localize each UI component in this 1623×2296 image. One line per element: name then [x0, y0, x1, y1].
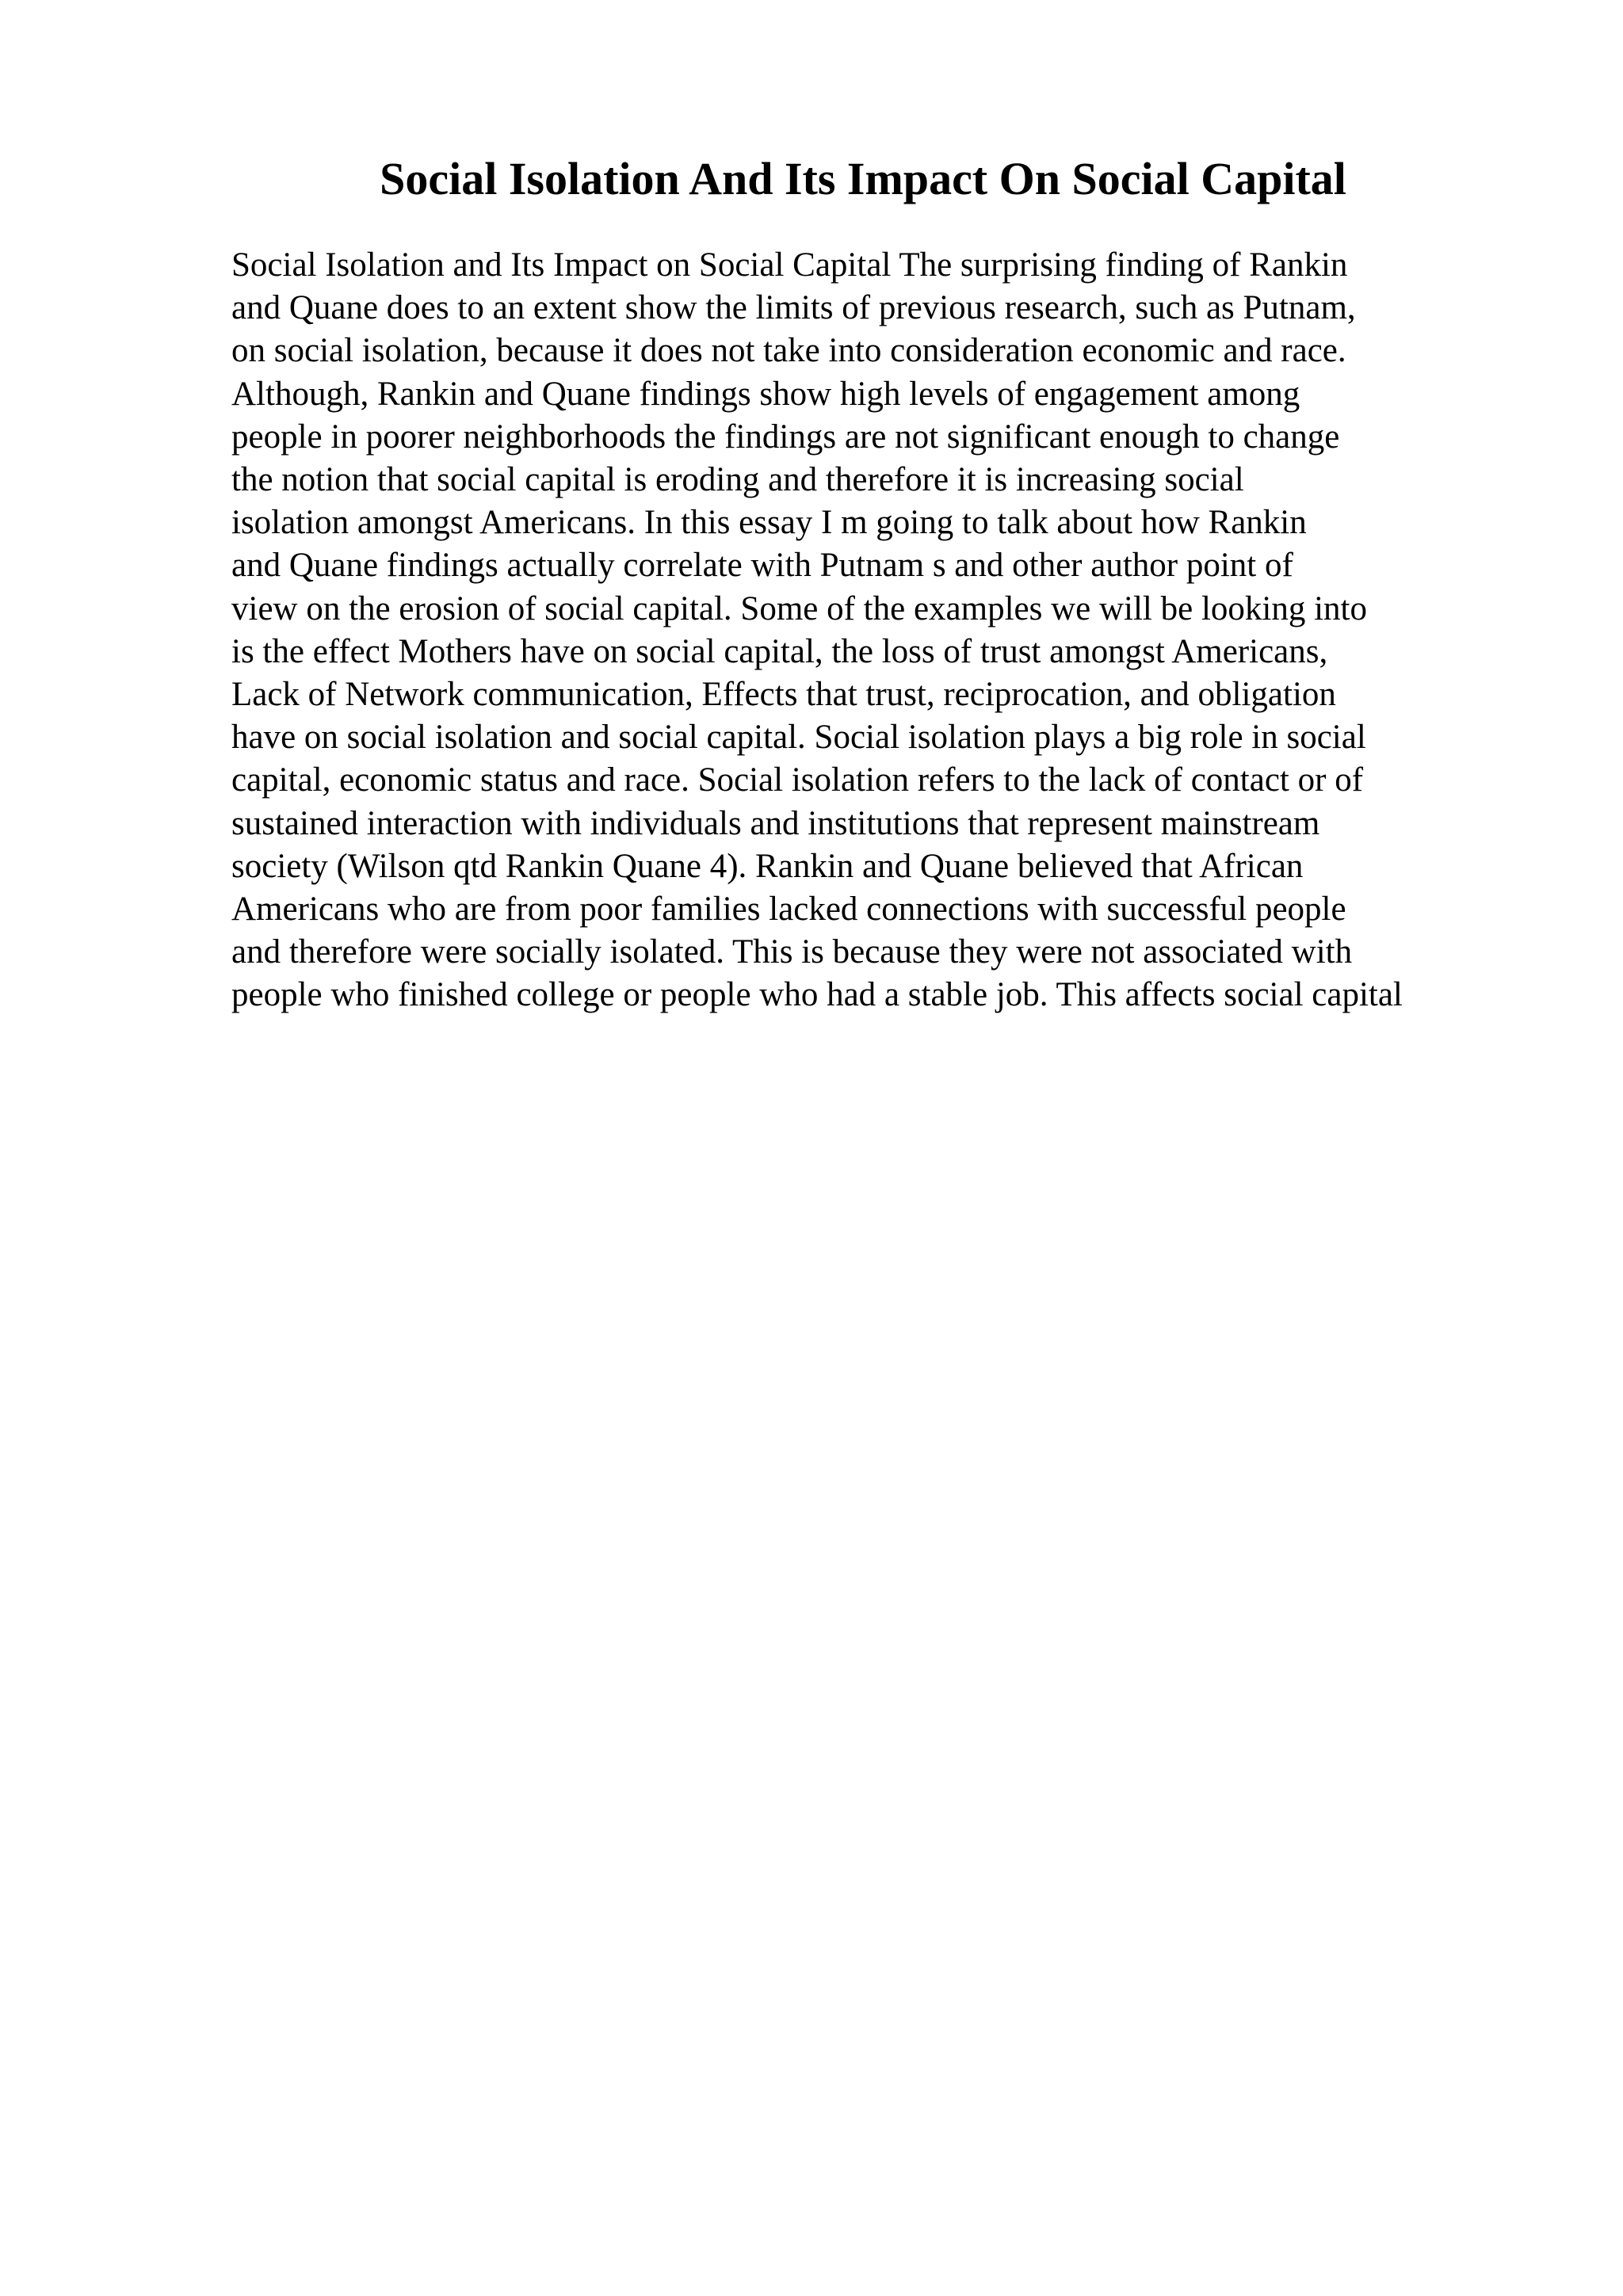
document-title: Social Isolation And Its Impact On Social Capital: [380, 153, 1346, 204]
body-line: on social isolation, because it does not take into consideration economic and race.: [231, 332, 1346, 370]
body-line: is the effect Mothers have on social capital, the loss of trust amongst Americans,: [231, 632, 1328, 670]
body-line: isolation amongst Americans. In this essay I m going to talk about how Rankin: [231, 504, 1307, 542]
body-line: Although, Rankin and Quane findings show high levels of engagement among: [231, 375, 1300, 413]
body-line: sustained interaction with individuals and institutions that represent mainstream: [231, 804, 1320, 842]
body-line: society (Wilson qtd Rankin Quane 4). Rankin and Quane believed that African: [231, 847, 1304, 885]
body-line: have on social isolation and social capital. Social isolation plays a big role in social: [231, 719, 1366, 757]
body-line: the notion that social capital is eroding and therefore it is increasing social: [231, 461, 1244, 499]
body-line: people in poorer neighborhoods the findings are not significant enough to change: [231, 418, 1340, 456]
body-line: and Quane findings actually correlate with Putnam s and other author point of: [231, 547, 1293, 585]
document-body: [231, 244, 1547, 1017]
body-line: capital, economic status and race. Social isolation refers to the lack of contact or of: [231, 761, 1364, 799]
body-line: and Quane does to an extent show the limits of previous research, such as Putnam,: [231, 289, 1356, 327]
body-line: and therefore were socially isolated. This is because they were not associated with: [231, 933, 1353, 971]
body-line: Social Isolation and Its Impact on Social Capital The surprising finding of Rankin: [231, 246, 1348, 284]
body-line: Americans who are from poor families lacked connections with successful people: [231, 891, 1346, 929]
body-line: Lack of Network communication, Effects that trust, reciprocation, and obligation: [231, 676, 1336, 714]
body-line: view on the erosion of social capital. Some of the examples we will be looking into: [231, 589, 1368, 627]
body-line: people who finished college or people who had a stable job. This affects social capital: [231, 976, 1403, 1014]
